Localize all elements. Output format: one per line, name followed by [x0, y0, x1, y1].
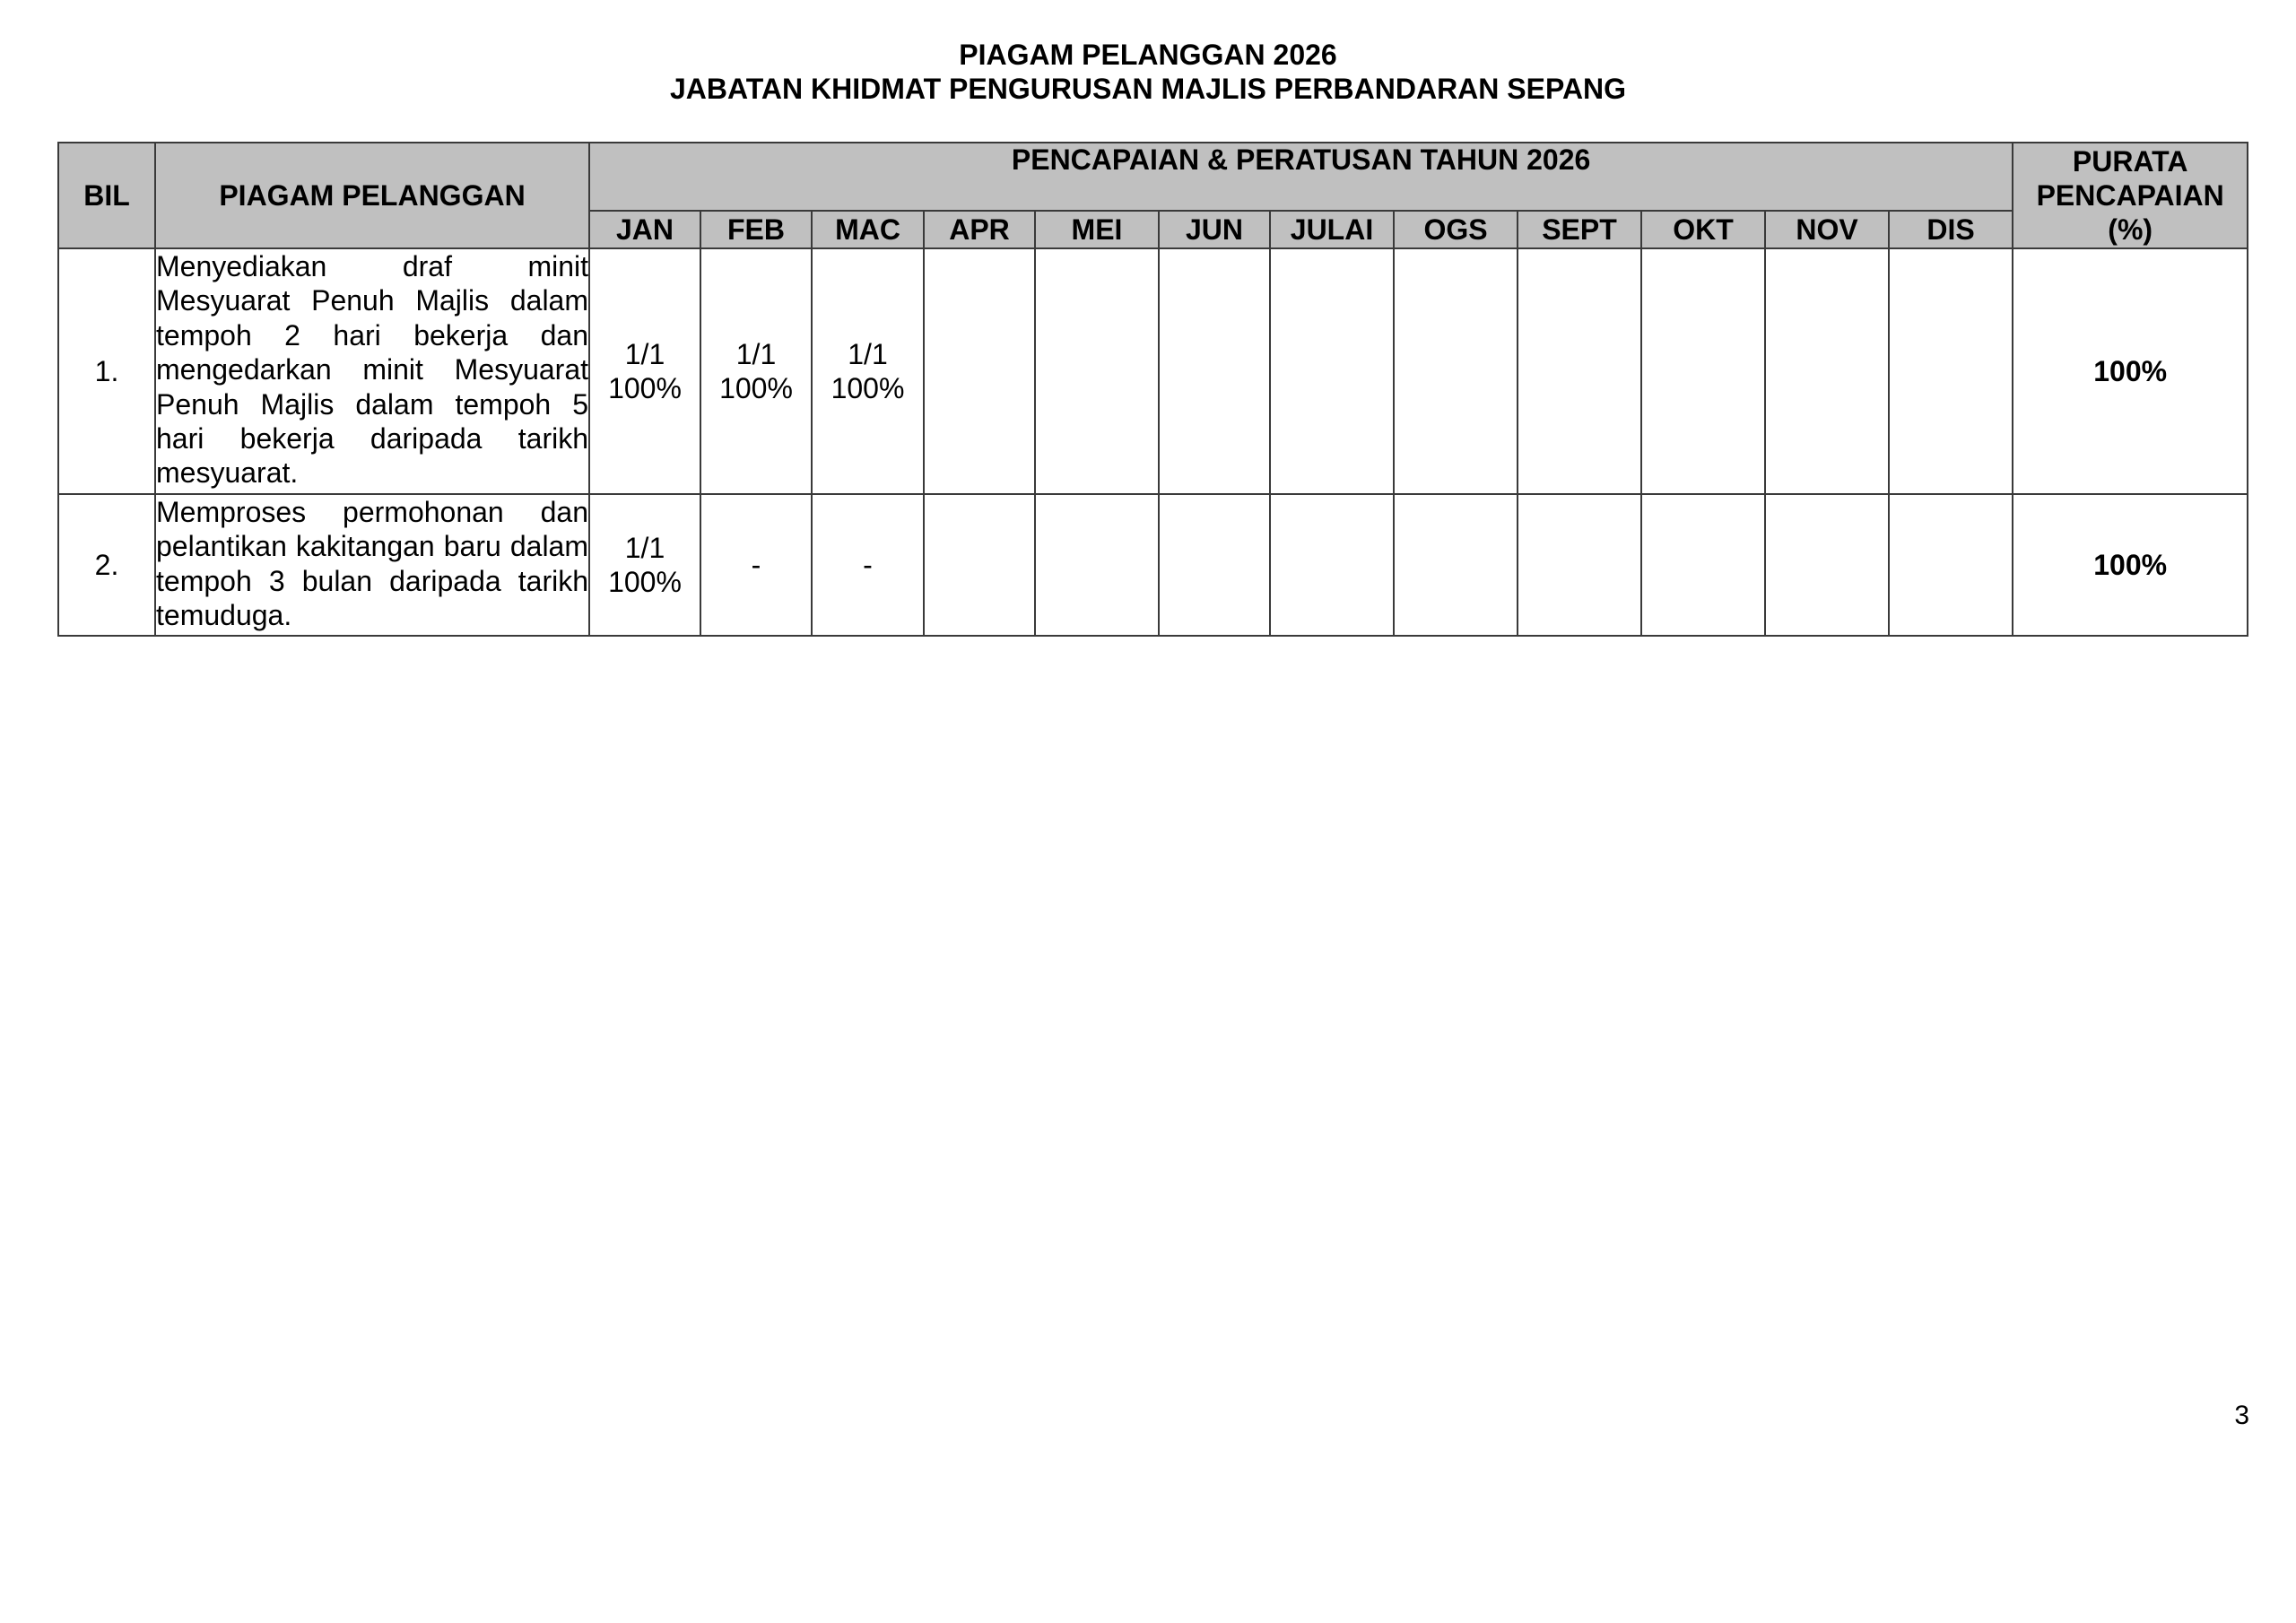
header-month-okt: OKT [1641, 211, 1765, 248]
month-cell-nov [1765, 248, 1889, 494]
month-cell-okt [1641, 248, 1765, 494]
month-cell-feb [700, 248, 812, 494]
month-percent: 100% [831, 372, 905, 404]
month-cell-ogs [1394, 494, 1518, 636]
charter-description: Memproses permohonan dan pelantikan kakitangan baru dalam tempoh 3 bulan daripada tarikh temuduga. [155, 494, 589, 636]
month-ratio: - [863, 549, 873, 581]
header-bil: BIL [58, 143, 155, 248]
row-number: 2. [58, 494, 155, 636]
header-month-mac: MAC [812, 211, 924, 248]
month-cell-mac [812, 248, 924, 494]
header-average-line-2: PENCAPAIAN [2036, 179, 2224, 212]
month-ratio: 1/1 [624, 338, 665, 370]
month-cell-mei [1035, 494, 1159, 636]
title-line-1: PIAGAM PELANGGAN 2026 [959, 39, 1337, 71]
month-cell-dis [1889, 494, 2013, 636]
table-row [58, 248, 2248, 494]
table-row [58, 494, 2248, 636]
header-achievement: PENCAPAIAN & PERATUSAN TAHUN 2026 [589, 143, 2013, 211]
month-percent: 100% [608, 566, 682, 598]
month-cell-julai [1270, 494, 1394, 636]
month-ratio: 1/1 [848, 338, 888, 370]
month-cell-feb [700, 494, 812, 636]
table-header [58, 143, 2248, 248]
month-cell-jan [589, 248, 700, 494]
page-number: 3 [2234, 1401, 2249, 1430]
customer-charter-table [57, 142, 2248, 637]
header-month-julai: JULAI [1270, 211, 1394, 248]
month-cell-okt [1641, 494, 1765, 636]
month-cell-sept [1518, 494, 1641, 636]
month-cell-jun [1159, 248, 1270, 494]
average-achievement: 100% [2013, 494, 2248, 636]
month-cell-apr [924, 248, 1035, 494]
month-cell-apr [924, 494, 1035, 636]
average-achievement: 100% [2013, 248, 2248, 494]
title-line-2: JABATAN KHIDMAT PENGURUSAN MAJLIS PERBANDARAN SEPANG [669, 73, 1627, 105]
header-month-jun: JUN [1159, 211, 1270, 248]
month-ratio: - [751, 549, 761, 581]
month-cell-jun [1159, 494, 1270, 636]
header-row-top [58, 143, 2248, 211]
month-ratio: 1/1 [624, 532, 665, 564]
header-month-ogs: OGS [1394, 211, 1518, 248]
header-month-nov: NOV [1765, 211, 1889, 248]
header-charter: PIAGAM PELANGGAN [155, 143, 589, 248]
month-cell-nov [1765, 494, 1889, 636]
month-cell-ogs [1394, 248, 1518, 494]
month-cell-mac [812, 494, 924, 636]
header-month-jan: JAN [589, 211, 700, 248]
month-percent: 100% [719, 372, 793, 404]
document-title [0, 38, 2296, 106]
month-cell-jan [589, 494, 700, 636]
table-body [58, 248, 2248, 636]
month-cell-julai [1270, 248, 1394, 494]
header-month-apr: APR [924, 211, 1035, 248]
month-cell-sept [1518, 248, 1641, 494]
row-number: 1. [58, 248, 155, 494]
month-cell-mei [1035, 248, 1159, 494]
header-average [2013, 143, 2248, 248]
header-month-feb: FEB [700, 211, 812, 248]
charter-description: Menyediakan draf minit Mesyuarat Penuh Majlis dalam tempoh 2 hari bekerja dan mengedarkan minit Mesyuarat Penuh Majlis dalam tempoh 5 hari bekerja daripada tarikh mesyuarat. [155, 248, 589, 494]
header-average-line-3: (%) [2108, 213, 2153, 246]
header-month-mei: MEI [1035, 211, 1159, 248]
header-month-dis: DIS [1889, 211, 2013, 248]
header-month-sept: SEPT [1518, 211, 1641, 248]
month-cell-dis [1889, 248, 2013, 494]
month-percent: 100% [608, 372, 682, 404]
header-average-line-1: PURATA [2072, 145, 2188, 178]
month-ratio: 1/1 [735, 338, 777, 370]
